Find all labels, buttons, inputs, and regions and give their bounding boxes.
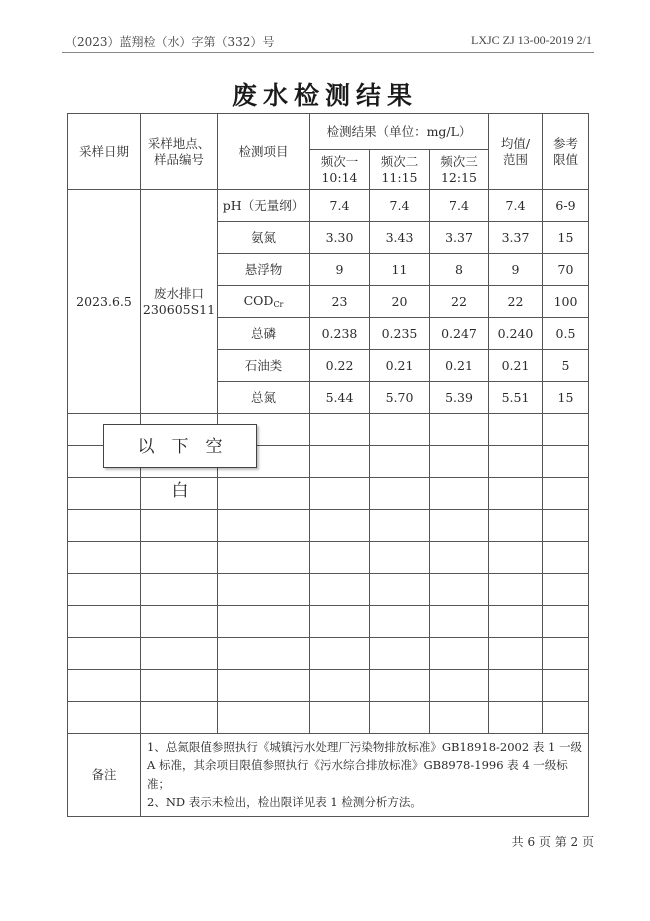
blank-row	[68, 670, 589, 702]
value-cell: 0.22	[310, 350, 370, 382]
header-location-line1: 采样地点、	[147, 135, 211, 151]
header-freq2-label: 频次二	[380, 153, 419, 169]
value-cell: 5.70	[370, 382, 430, 414]
item-cell: 氨氮	[218, 222, 310, 254]
average-cell: 22	[489, 286, 543, 318]
value-cell: 0.235	[370, 318, 430, 350]
item-cod-label: COD	[243, 293, 274, 308]
header-average	[489, 114, 543, 190]
value-cell: 8	[430, 254, 489, 286]
header-freq1-time: 10:14	[321, 169, 358, 185]
header-item: 检测项目	[218, 114, 310, 190]
notes-label: 备注	[68, 734, 141, 817]
notes-row	[68, 734, 589, 817]
average-cell: 0.21	[489, 350, 543, 382]
header-reference	[543, 114, 589, 190]
item-cell: 总氮	[218, 382, 310, 414]
header-average-line1: 均值/	[500, 135, 531, 151]
reference-cell: 100	[543, 286, 589, 318]
item-cell	[218, 286, 310, 318]
reference-cell: 15	[543, 382, 589, 414]
value-cell: 7.4	[430, 190, 489, 222]
value-cell: 20	[370, 286, 430, 318]
header-average-line2: 范围	[502, 151, 528, 167]
blank-below-stamp: 以下空白	[103, 424, 257, 468]
blank-row	[68, 574, 589, 606]
value-cell: 11	[370, 254, 430, 286]
reference-cell: 6-9	[543, 190, 589, 222]
value-cell: 3.30	[310, 222, 370, 254]
average-cell: 9	[489, 254, 543, 286]
note-item: 2、ND 表示未检出，检出限详见表 1 检测分析方法。	[147, 795, 422, 810]
item-cod-subscript: Cr	[273, 300, 284, 309]
header-sample-date: 采样日期	[68, 114, 141, 190]
item-cell: 石油类	[218, 350, 310, 382]
header-reference-line1: 参考	[552, 135, 578, 151]
value-cell: 22	[430, 286, 489, 318]
blank-row	[68, 606, 589, 638]
sample-location-cell	[141, 190, 218, 414]
page-counter: 共 6 页 第 2 页	[511, 835, 594, 849]
value-cell: 0.238	[310, 318, 370, 350]
average-cell: 7.4	[489, 190, 543, 222]
header-freq2	[370, 150, 430, 190]
value-cell: 3.37	[430, 222, 489, 254]
notes-cell	[141, 734, 589, 817]
page-title: 废水检测结果	[231, 81, 418, 110]
form-code: LXJC ZJ 13-00-2019 2/1	[471, 33, 592, 47]
item-cell: pH（无量纲）	[218, 190, 310, 222]
reference-cell: 15	[543, 222, 589, 254]
value-cell: 7.4	[370, 190, 430, 222]
blank-row	[68, 638, 589, 670]
item-cell: 总磷	[218, 318, 310, 350]
reference-cell: 70	[543, 254, 589, 286]
header-location-line2: 样品编号	[153, 151, 204, 167]
value-cell: 0.247	[430, 318, 489, 350]
blank-row	[68, 478, 589, 510]
blank-row	[68, 542, 589, 574]
sample-id: 230605S11	[142, 301, 216, 317]
item-cell: 悬浮物	[218, 254, 310, 286]
blank-row	[68, 702, 589, 734]
average-cell: 3.37	[489, 222, 543, 254]
reference-cell: 5	[543, 350, 589, 382]
blank-row	[68, 510, 589, 542]
value-cell: 7.4	[310, 190, 370, 222]
value-cell: 0.21	[430, 350, 489, 382]
document-number: （2023）蓝翔检（水）字第（332）号	[65, 35, 275, 49]
header-freq1-label: 频次一	[320, 153, 359, 169]
header-freq3-label: 频次三	[440, 153, 478, 169]
header-freq1	[310, 150, 370, 190]
header-reference-line2: 限值	[552, 151, 578, 167]
note-item: 1、总氮限值参照执行《城镇污水处理厂污染物排放标准》GB18918-2002 表 1 一级 A 标准，其余项目限值参照执行《污水综合排放标准》GB8978-1996 表 4 一级标准；	[147, 740, 582, 791]
table-row	[68, 190, 589, 222]
value-cell: 5.39	[430, 382, 489, 414]
value-cell: 3.43	[370, 222, 430, 254]
average-cell: 0.240	[489, 318, 543, 350]
header-freq3-time: 12:15	[440, 169, 478, 185]
header-freq2-time: 11:15	[381, 169, 418, 185]
value-cell: 0.21	[370, 350, 430, 382]
header-divider	[62, 52, 594, 53]
reference-cell: 0.5	[543, 318, 589, 350]
value-cell: 23	[310, 286, 370, 318]
sample-location-name: 废水排口	[153, 285, 204, 301]
sample-date-cell: 2023.6.5	[68, 190, 141, 414]
header-freq3	[430, 150, 489, 190]
header-location	[141, 114, 218, 190]
header-result-group: 检测结果（单位：mg/L）	[310, 114, 489, 150]
value-cell: 9	[310, 254, 370, 286]
value-cell: 5.44	[310, 382, 370, 414]
average-cell: 5.51	[489, 382, 543, 414]
